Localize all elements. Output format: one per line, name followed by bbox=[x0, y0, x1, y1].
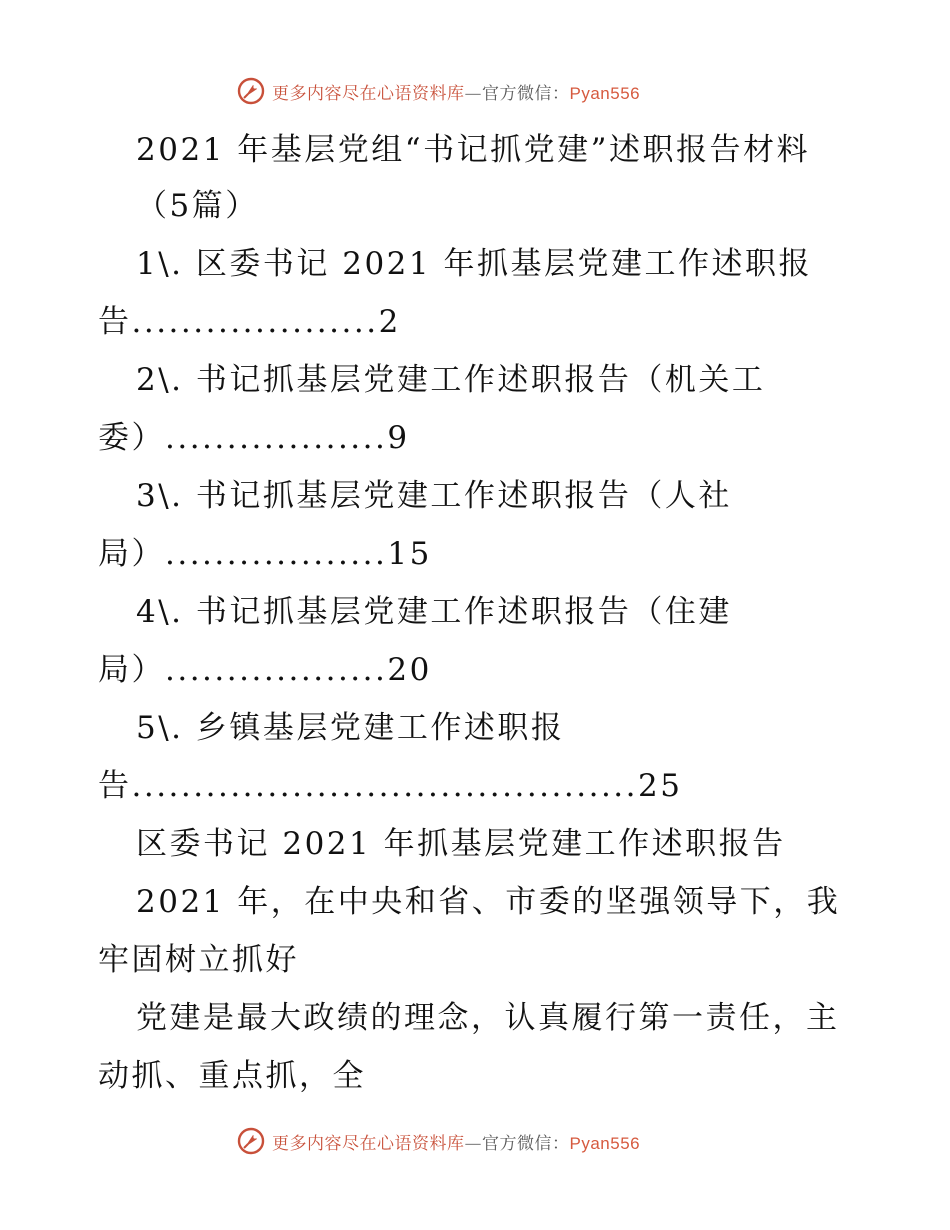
toc-entry-2-line-2[interactable]: 委）..................9 bbox=[98, 420, 410, 456]
banner-wechat-label: 官方微信： bbox=[482, 83, 570, 104]
banner-text bbox=[272, 79, 640, 104]
body-paragraph-2-line-1: 党建是最大政绩的理念，认真履行第一责任，主 bbox=[136, 1000, 840, 1036]
body-paragraph-1-line-1: 2021 年，在中央和省、市委的坚强领导下，我 bbox=[136, 884, 841, 920]
body-paragraph-1-line-2: 牢固树立抓好 bbox=[98, 942, 299, 978]
banner-wechat-id: Pyan556 bbox=[569, 83, 641, 103]
footer-banner bbox=[236, 1126, 640, 1156]
header-banner bbox=[236, 76, 640, 106]
toc-entry-1-line-1[interactable]: 1\. 区委书记 2021 年抓基层党建工作述职报 bbox=[136, 246, 812, 282]
banner-separator: — bbox=[464, 1133, 482, 1154]
toc-entry-5-line-2[interactable]: 告.........................................25 bbox=[98, 768, 683, 804]
toc-entry-3-line-2[interactable]: 局）..................15 bbox=[98, 536, 432, 572]
toc-entry-3-line-1[interactable]: 3\. 书记抓基层党建工作述职报告（人社 bbox=[136, 478, 732, 514]
banner-separator: — bbox=[464, 83, 482, 104]
toc-entry-2-line-1[interactable]: 2\. 书记抓基层党建工作述职报告（机关工 bbox=[136, 362, 766, 398]
section-heading: 区委书记 2021 年抓基层党建工作述职报告 bbox=[136, 826, 786, 862]
toc-entry-5-line-1[interactable]: 5\. 乡镇基层党建工作述职报 bbox=[136, 710, 565, 746]
banner-wechat-label: 官方微信： bbox=[482, 1133, 570, 1154]
document-title-line-2: （5篇） bbox=[136, 188, 259, 224]
body-paragraph-2-line-2: 动抓、重点抓，全 bbox=[98, 1058, 366, 1094]
banner-text bbox=[272, 1129, 640, 1154]
banner-site-name: 更多内容尽在心语资料库 bbox=[272, 1133, 465, 1154]
pen-nib-logo-icon bbox=[236, 1126, 266, 1156]
toc-entry-4-line-1[interactable]: 4\. 书记抓基层党建工作述职报告（住建 bbox=[136, 594, 732, 630]
banner-wechat-id: Pyan556 bbox=[569, 1133, 641, 1153]
toc-entry-4-line-2[interactable]: 局）..................20 bbox=[98, 652, 432, 688]
pen-nib-logo-icon bbox=[236, 76, 266, 106]
document-title-line-1: 2021 年基层党组“书记抓党建”述职报告材料 bbox=[136, 132, 810, 168]
banner-site-name: 更多内容尽在心语资料库 bbox=[272, 83, 465, 104]
toc-entry-1-line-2[interactable]: 告....................2 bbox=[98, 304, 401, 340]
